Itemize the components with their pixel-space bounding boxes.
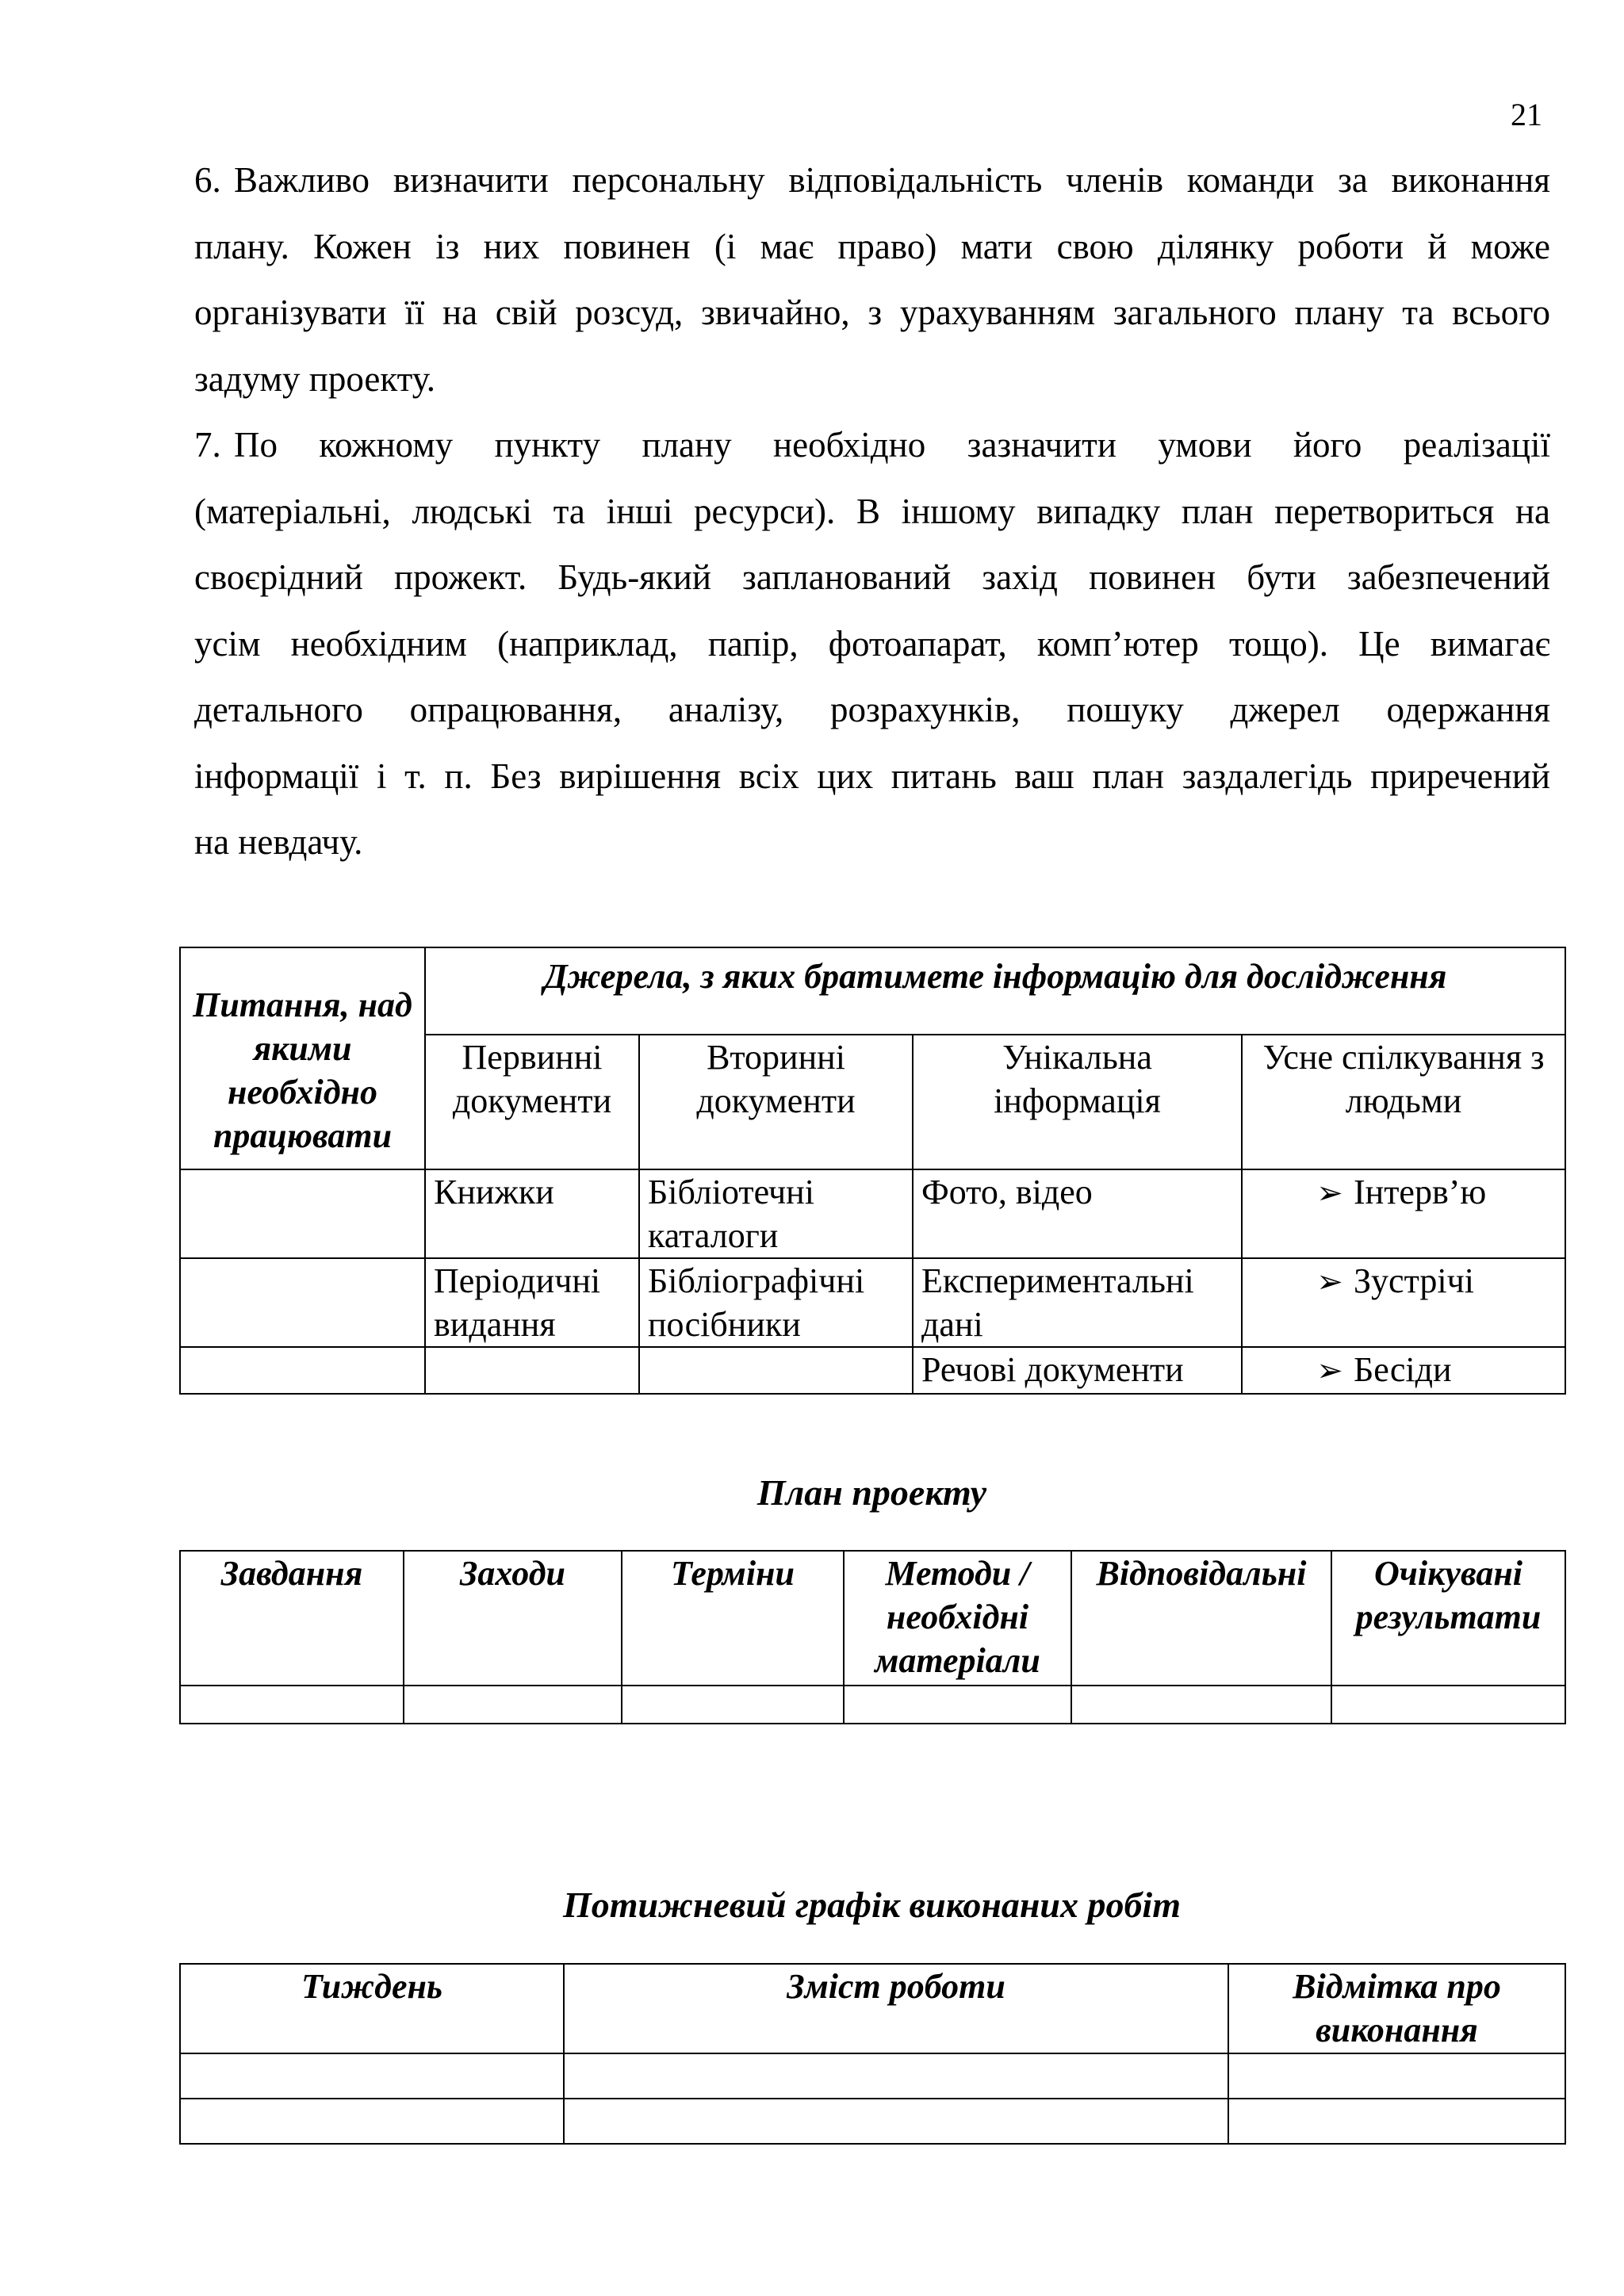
table-cell (1228, 2099, 1565, 2144)
paragraph-line: детального опрацювання, аналізу, розрахунків, пошуку джерел одержання (194, 690, 1550, 729)
table-cell: ➢ Інтерв’ю (1242, 1169, 1565, 1258)
plan-title: План проекту (756, 1472, 987, 1513)
table-row (180, 1169, 1565, 1258)
paragraph-line: своєрідний прожект. Будь-який запланований захід повинен бути забезпечений (194, 557, 1550, 597)
paragraph-7 (194, 412, 1550, 876)
paragraph-line: плану. Кожен із них повинен (і має право) мати свою ділянку роботи й може (194, 226, 1550, 266)
table-cell (180, 2053, 564, 2099)
sources-table (179, 947, 1566, 1395)
table-cell (844, 1686, 1071, 1724)
paragraph-line: інформації і т. п. Без вирішення всіх цих питань ваш план заздалегідь приречений (194, 756, 1550, 796)
table-cell (1228, 2053, 1565, 2099)
table-cell (180, 1347, 425, 1394)
table-cell (1331, 1686, 1565, 1724)
table-cell: Книжки (425, 1169, 639, 1258)
page-number: 21 (1511, 97, 1542, 132)
column-header: Відповідальні (1071, 1551, 1331, 1686)
column-header: Відмітка про виконання (1228, 1964, 1565, 2053)
table-cell (564, 2053, 1228, 2099)
paragraph-line: задуму проекту. (194, 358, 435, 399)
paragraph-line: (матеріальні, людські та інші ресурси). В іншому випадку план перетвориться на (194, 491, 1550, 531)
table-row (180, 2099, 1565, 2144)
table-row (180, 2053, 1565, 2099)
table-cell: Експериментальні дані (913, 1258, 1242, 1347)
column-header: Очікувані результати (1331, 1551, 1565, 1686)
column-header: Методи / необхідні матеріали (844, 1551, 1071, 1686)
table-cell (622, 1686, 844, 1724)
paragraph-line: 6. Важливо визначити персональну відповідальність членів команди за виконання (194, 147, 1550, 214)
paragraph-6 (194, 147, 1550, 412)
weekly-schedule-table (179, 1963, 1566, 2145)
table-cell: Речові документи (913, 1347, 1242, 1394)
paragraph-line: організувати її на свій розсуд, звичайно, з урахуванням загального плану та всього (194, 293, 1550, 332)
table-cell (404, 1686, 622, 1724)
plan-table (179, 1550, 1566, 1724)
table-cell (180, 2099, 564, 2144)
column-header: Вторинні документи (639, 1035, 913, 1169)
questions-header: Питання, над якими необхідно працювати (180, 947, 425, 1169)
paragraph-line: на невдачу. (194, 822, 363, 862)
table-row (180, 1258, 1565, 1347)
item-number: 6. (194, 160, 221, 200)
column-header: Терміни (622, 1551, 844, 1686)
table-cell: Бібліотечні каталоги (639, 1169, 913, 1258)
column-header: Завдання (180, 1551, 404, 1686)
table-cell (1071, 1686, 1331, 1724)
arrow-bullet-icon: ➢ (1316, 1353, 1343, 1389)
table-cell (180, 1169, 425, 1258)
table-cell (564, 2099, 1228, 2144)
table-cell (180, 1686, 404, 1724)
column-header: Зміст роботи (564, 1964, 1228, 2053)
table-row (180, 1686, 1565, 1724)
table-cell: Періодичні видання (425, 1258, 639, 1347)
column-header: Усне спілкування з людьми (1242, 1035, 1565, 1169)
column-header: Заходи (404, 1551, 622, 1686)
table-row (180, 1347, 1565, 1394)
table-cell: Бібліографічні посібники (639, 1258, 913, 1347)
table-cell (180, 1258, 425, 1347)
arrow-bullet-icon: ➢ (1316, 1264, 1343, 1300)
column-header: Тиждень (180, 1964, 564, 2053)
arrow-bullet-icon: ➢ (1316, 1175, 1343, 1211)
table-cell (639, 1347, 913, 1394)
paragraph-line: усім необхідним (наприклад, папір, фотоапарат, комп’ютер тощо). Це вимагає (194, 623, 1550, 664)
table-cell: Фото, відео (913, 1169, 1242, 1258)
sources-header: Джерела, з яких братимете інформацію для дослідження (425, 947, 1565, 1035)
column-header: Унікальна інформація (913, 1035, 1242, 1169)
column-header: Первинні документи (425, 1035, 639, 1169)
table-cell: ➢ Бесіди (1242, 1347, 1565, 1394)
table-cell (425, 1347, 639, 1394)
weekly-schedule-title: Потижневий графік виконаних робіт (563, 1885, 1181, 1925)
table-cell: ➢ Зустрічі (1242, 1258, 1565, 1347)
paragraph-line: 7. По кожному пункту плану необхідно зазначити умови його реалізації (194, 412, 1550, 479)
item-number: 7. (194, 425, 221, 465)
